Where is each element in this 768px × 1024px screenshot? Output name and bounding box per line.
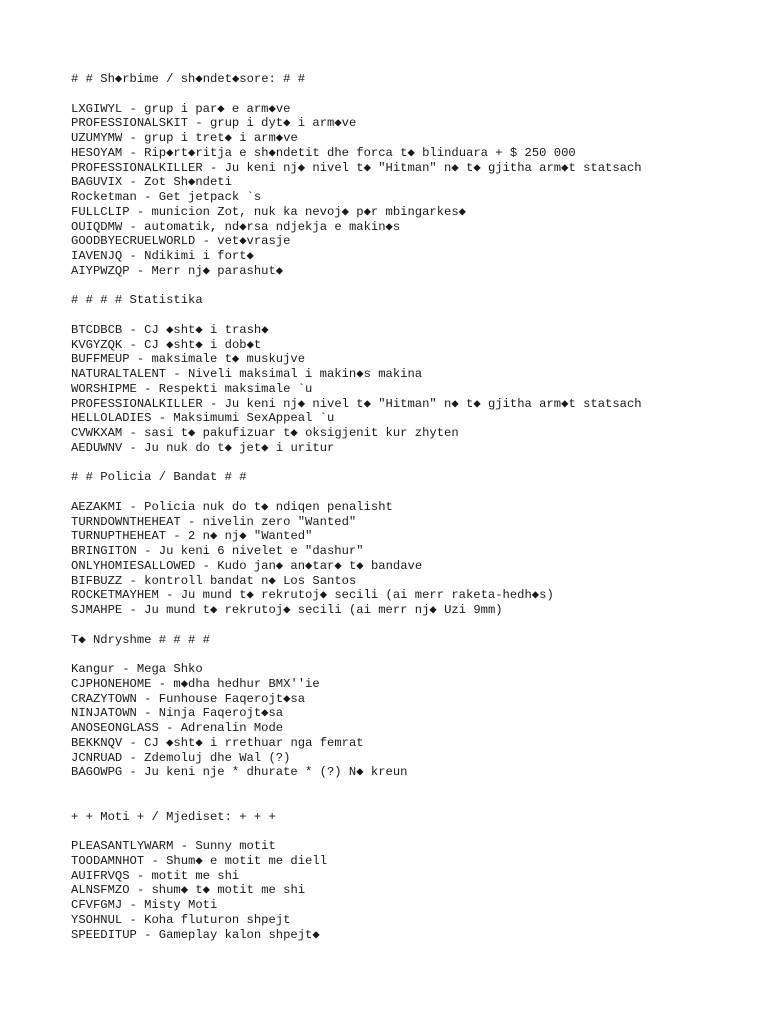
document-line: T◆ Ndryshme # # # # — [71, 632, 210, 647]
document-line: BIFBUZZ - kontroll bandat n◆ Los Santos — [71, 573, 357, 588]
document-line: KVGYZQK - CJ ◆sht◆ i dob◆t — [71, 337, 262, 352]
document-line — [71, 308, 642, 323]
document-line: TOODAMNHOT - Shum◆ e motit me diell — [71, 853, 328, 868]
document-line: HESOYAM - Rip◆rt◆ritja e sh◆ndetit dhe forca t◆ blinduara + $ 250 000 — [71, 145, 576, 160]
document-line: HELLOLADIES - Maksimumi SexAppeal `u — [71, 411, 335, 426]
document-line: ROCKETMAYHEM - Ju mund t◆ rekrutoj◆ secili (ai merr raketa-hedh◆s) — [71, 588, 554, 603]
document-text — [71, 72, 642, 942]
document-line — [71, 279, 642, 294]
document-line: Rocketman - Get jetpack `s — [71, 190, 262, 204]
document-line: PROFESSIONALKILLER - Ju keni nj◆ nivel t◆ "Hitman" n◆ t◆ gjitha arm◆t statsach — [71, 396, 642, 411]
document-line — [71, 456, 642, 471]
document-line — [71, 824, 642, 839]
document-line: # # Sh◆rbime / sh◆ndet◆sore: # # — [71, 72, 306, 86]
document-line: ALNSFMZO - shum◆ t◆ motit me shi — [71, 883, 306, 898]
document-line: BUFFMEUP - maksimale t◆ muskujve — [71, 352, 306, 367]
document-line: CVWKXAM - sasi t◆ pakufizuar t◆ oksigjenit kur zhyten — [71, 426, 459, 440]
document-line: FULLCLIP - municion Zot, nuk ka nevoj◆ p◆r mbingarkes◆ — [71, 204, 467, 219]
document-line: BTCDBCB - CJ ◆sht◆ i trash◆ — [71, 322, 269, 337]
document-line: # # Policia / Bandat # # — [71, 470, 247, 485]
document-line: # # # # Statistika — [71, 293, 203, 308]
document-line: AEZAKMI - Policia nuk do t◆ ndiqen penalisht — [71, 499, 393, 514]
document-line: GOODBYECRUELWORLD - vet◆vrasje — [71, 234, 291, 249]
document-line: CFVFGMJ - Misty Moti — [71, 898, 218, 912]
document-line: PLEASANTLYWARM - Sunny motit — [71, 839, 276, 853]
document-line: JCNRUAD - Zdemoluj dhe Wal (?) — [71, 750, 291, 765]
document-line — [71, 485, 642, 500]
document-line: Kangur - Mega Shko — [71, 662, 203, 676]
document-line — [71, 618, 642, 633]
document-line: ONLYHOMIESALLOWED - Kudo jan◆ an◆tar◆ t◆ bandave — [71, 558, 423, 573]
document-line: + + Moti + / Mjediset: + + + — [71, 809, 276, 824]
document-line: YSOHNUL - Koha fluturon shpejt — [71, 912, 291, 927]
document-line: CRAZYTOWN - Funhouse Faqerojt◆sa — [71, 691, 306, 706]
document-line — [71, 780, 642, 795]
document-line: OUIQDMW - automatik, nd◆rsa ndjekja e makin◆s — [71, 219, 401, 234]
document-line: NATURALTALENT - Niveli maksimal i makin◆s makina — [71, 367, 423, 381]
document-line: BEKKNQV - CJ ◆sht◆ i rrethuar nga femrat — [71, 735, 364, 750]
document-line: UZUMYMW - grup i tret◆ i arm◆ve — [71, 131, 298, 145]
document-line: PROFESSIONALSKIT - grup i dyt◆ i arm◆ve — [71, 116, 357, 131]
document-line: AEDUWNV - Ju nuk do t◆ jet◆ i uritur — [71, 440, 335, 455]
document-line: LXGIWYL - grup i par◆ e arm◆ve — [71, 101, 291, 116]
document-line: TURNUPTHEHEAT - 2 n◆ nj◆ "Wanted" — [71, 529, 313, 544]
document-line: TURNDOWNTHEHEAT - nivelin zero "Wanted" — [71, 514, 357, 529]
document-line: WORSHIPME - Respekti maksimale `u — [71, 381, 313, 396]
document-line: BRINGITON - Ju keni 6 nivelet e "dashur" — [71, 544, 364, 558]
document-line — [71, 795, 642, 810]
document-line: CJPHONEHOME - m◆dha hedhur BMX''ie — [71, 676, 320, 691]
document-line: AUIFRVQS - motit me shi — [71, 868, 240, 883]
document-line — [71, 647, 642, 662]
document-line: SPEEDITUP - Gameplay kalon shpejt◆ — [71, 927, 320, 942]
document-line: BAGUVIX - Zot Sh◆ndeti — [71, 175, 232, 190]
document-line: ANOSEONGLASS - Adrenalin Mode — [71, 721, 284, 735]
document-line — [71, 87, 642, 102]
document-line: IAVENJQ - Ndikimi i fort◆ — [71, 249, 254, 263]
document-line: BAGOWPG - Ju keni nje * dhurate * (?) N◆ kreun — [71, 765, 408, 780]
document-line: SJMAHPE - Ju mund t◆ rekrutoj◆ secili (ai merr nj◆ Uzi 9mm) — [71, 603, 503, 617]
document-line: AIYPWZQP - Merr nj◆ parashut◆ — [71, 263, 284, 278]
document-line: PROFESSIONALKILLER - Ju keni nj◆ nivel t◆ "Hitman" n◆ t◆ gjitha arm◆t statsach — [71, 160, 642, 175]
document-line: NINJATOWN - Ninja Faqerojt◆sa — [71, 706, 284, 721]
